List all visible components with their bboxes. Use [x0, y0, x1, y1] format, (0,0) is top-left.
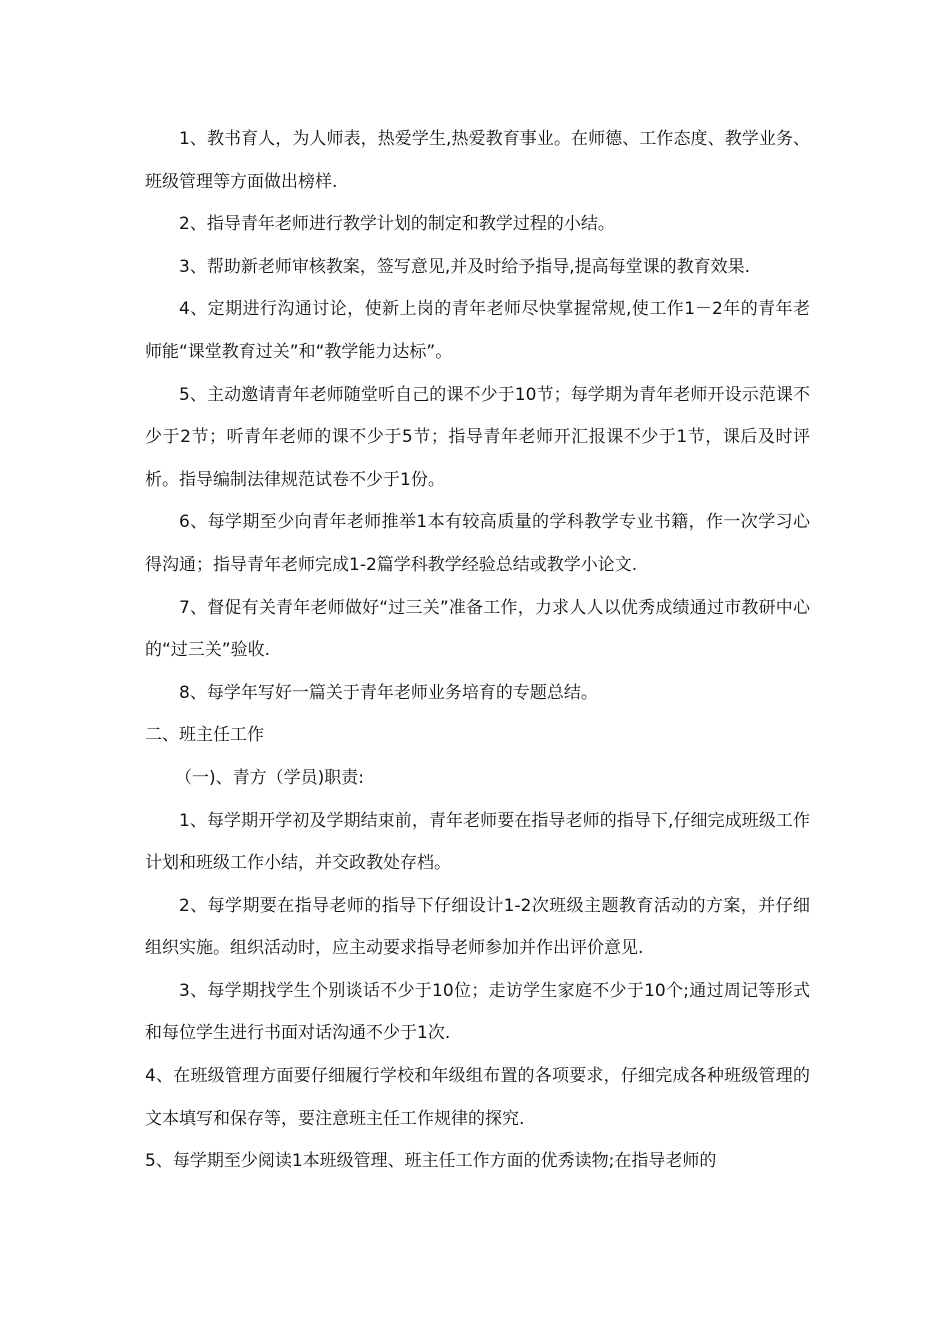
duty-item-2: 2、每学期要在指导老师的指导下仔细设计1-2次班级主题教育活动的方案，并仔细组织实施。组织活动时，应主动要求指导老师参加并作出评价意见.: [145, 895, 810, 959]
paragraph-5: 5、主动邀请青年老师随堂听自己的课不少于10节；每学期为青年老师开设示范课不少于2节；听青年老师的课不少于5节；指导青年老师开汇报课不少于1节，课后及时评析。指导编制法律规范试卷不少于1份。: [145, 384, 810, 490]
section-heading: 二、班主任工作: [145, 725, 264, 746]
paragraph-3: 3、帮助新老师审核教案，签写意见,并及时给予指导,提高每堂课的教育效果.: [179, 256, 751, 277]
paragraph-1: 1、教书育人，为人师表，热爱学生,热爱教育事业。在师德、工作态度、教学业务、班级管理等方面做出榜样.: [145, 129, 810, 192]
paragraph-6: 6、每学期至少向青年老师推举1本有较高质量的学科教学专业书籍，作一次学习心得沟通；指导青年老师完成1-2篇学科教学经验总结或教学小论文.: [145, 512, 810, 575]
document-body: [145, 118, 810, 1183]
paragraph-2: 2、指导青年老师进行教学计划的制定和教学过程的小结。: [179, 214, 615, 235]
sub-heading: （一)、青方（学员)职责:: [175, 767, 364, 788]
duty-item-1: 1、每学期开学初及学期结束前，青年老师要在指导老师的指导下,仔细完成班级工作计划和班级工作小结，并交政教处存档。: [145, 810, 810, 874]
duty-item-4: 4、在班级管理方面要仔细履行学校和年级组布置的各项要求，仔细完成各种班级管理的文本填写和保存等，要注意班主任工作规律的探究.: [145, 1066, 810, 1129]
duty-item-5: 5、每学期至少阅读1本班级管理、班主任工作方面的优秀读物;在指导老师的: [145, 1151, 717, 1172]
duty-item-3: 3、每学期找学生个别谈话不少于10位；走访学生家庭不少于10个;通过周记等形式和每位学生进行书面对话沟通不少于1次.: [145, 980, 810, 1044]
paragraph-7: 7、督促有关青年老师做好“过三关”准备工作，力求人人以优秀成绩通过市教研中心的“过三关”验收.: [145, 597, 810, 661]
paragraph-4: 4、定期进行沟通讨论，使新上岗的青年老师尽快掌握常规,使工作1－2年的青年老师能“课堂教育过关”和“教学能力达标”。: [145, 299, 810, 362]
paragraph-8: 8、每学年写好一篇关于青年老师业务培育的专题总结。: [179, 682, 598, 703]
